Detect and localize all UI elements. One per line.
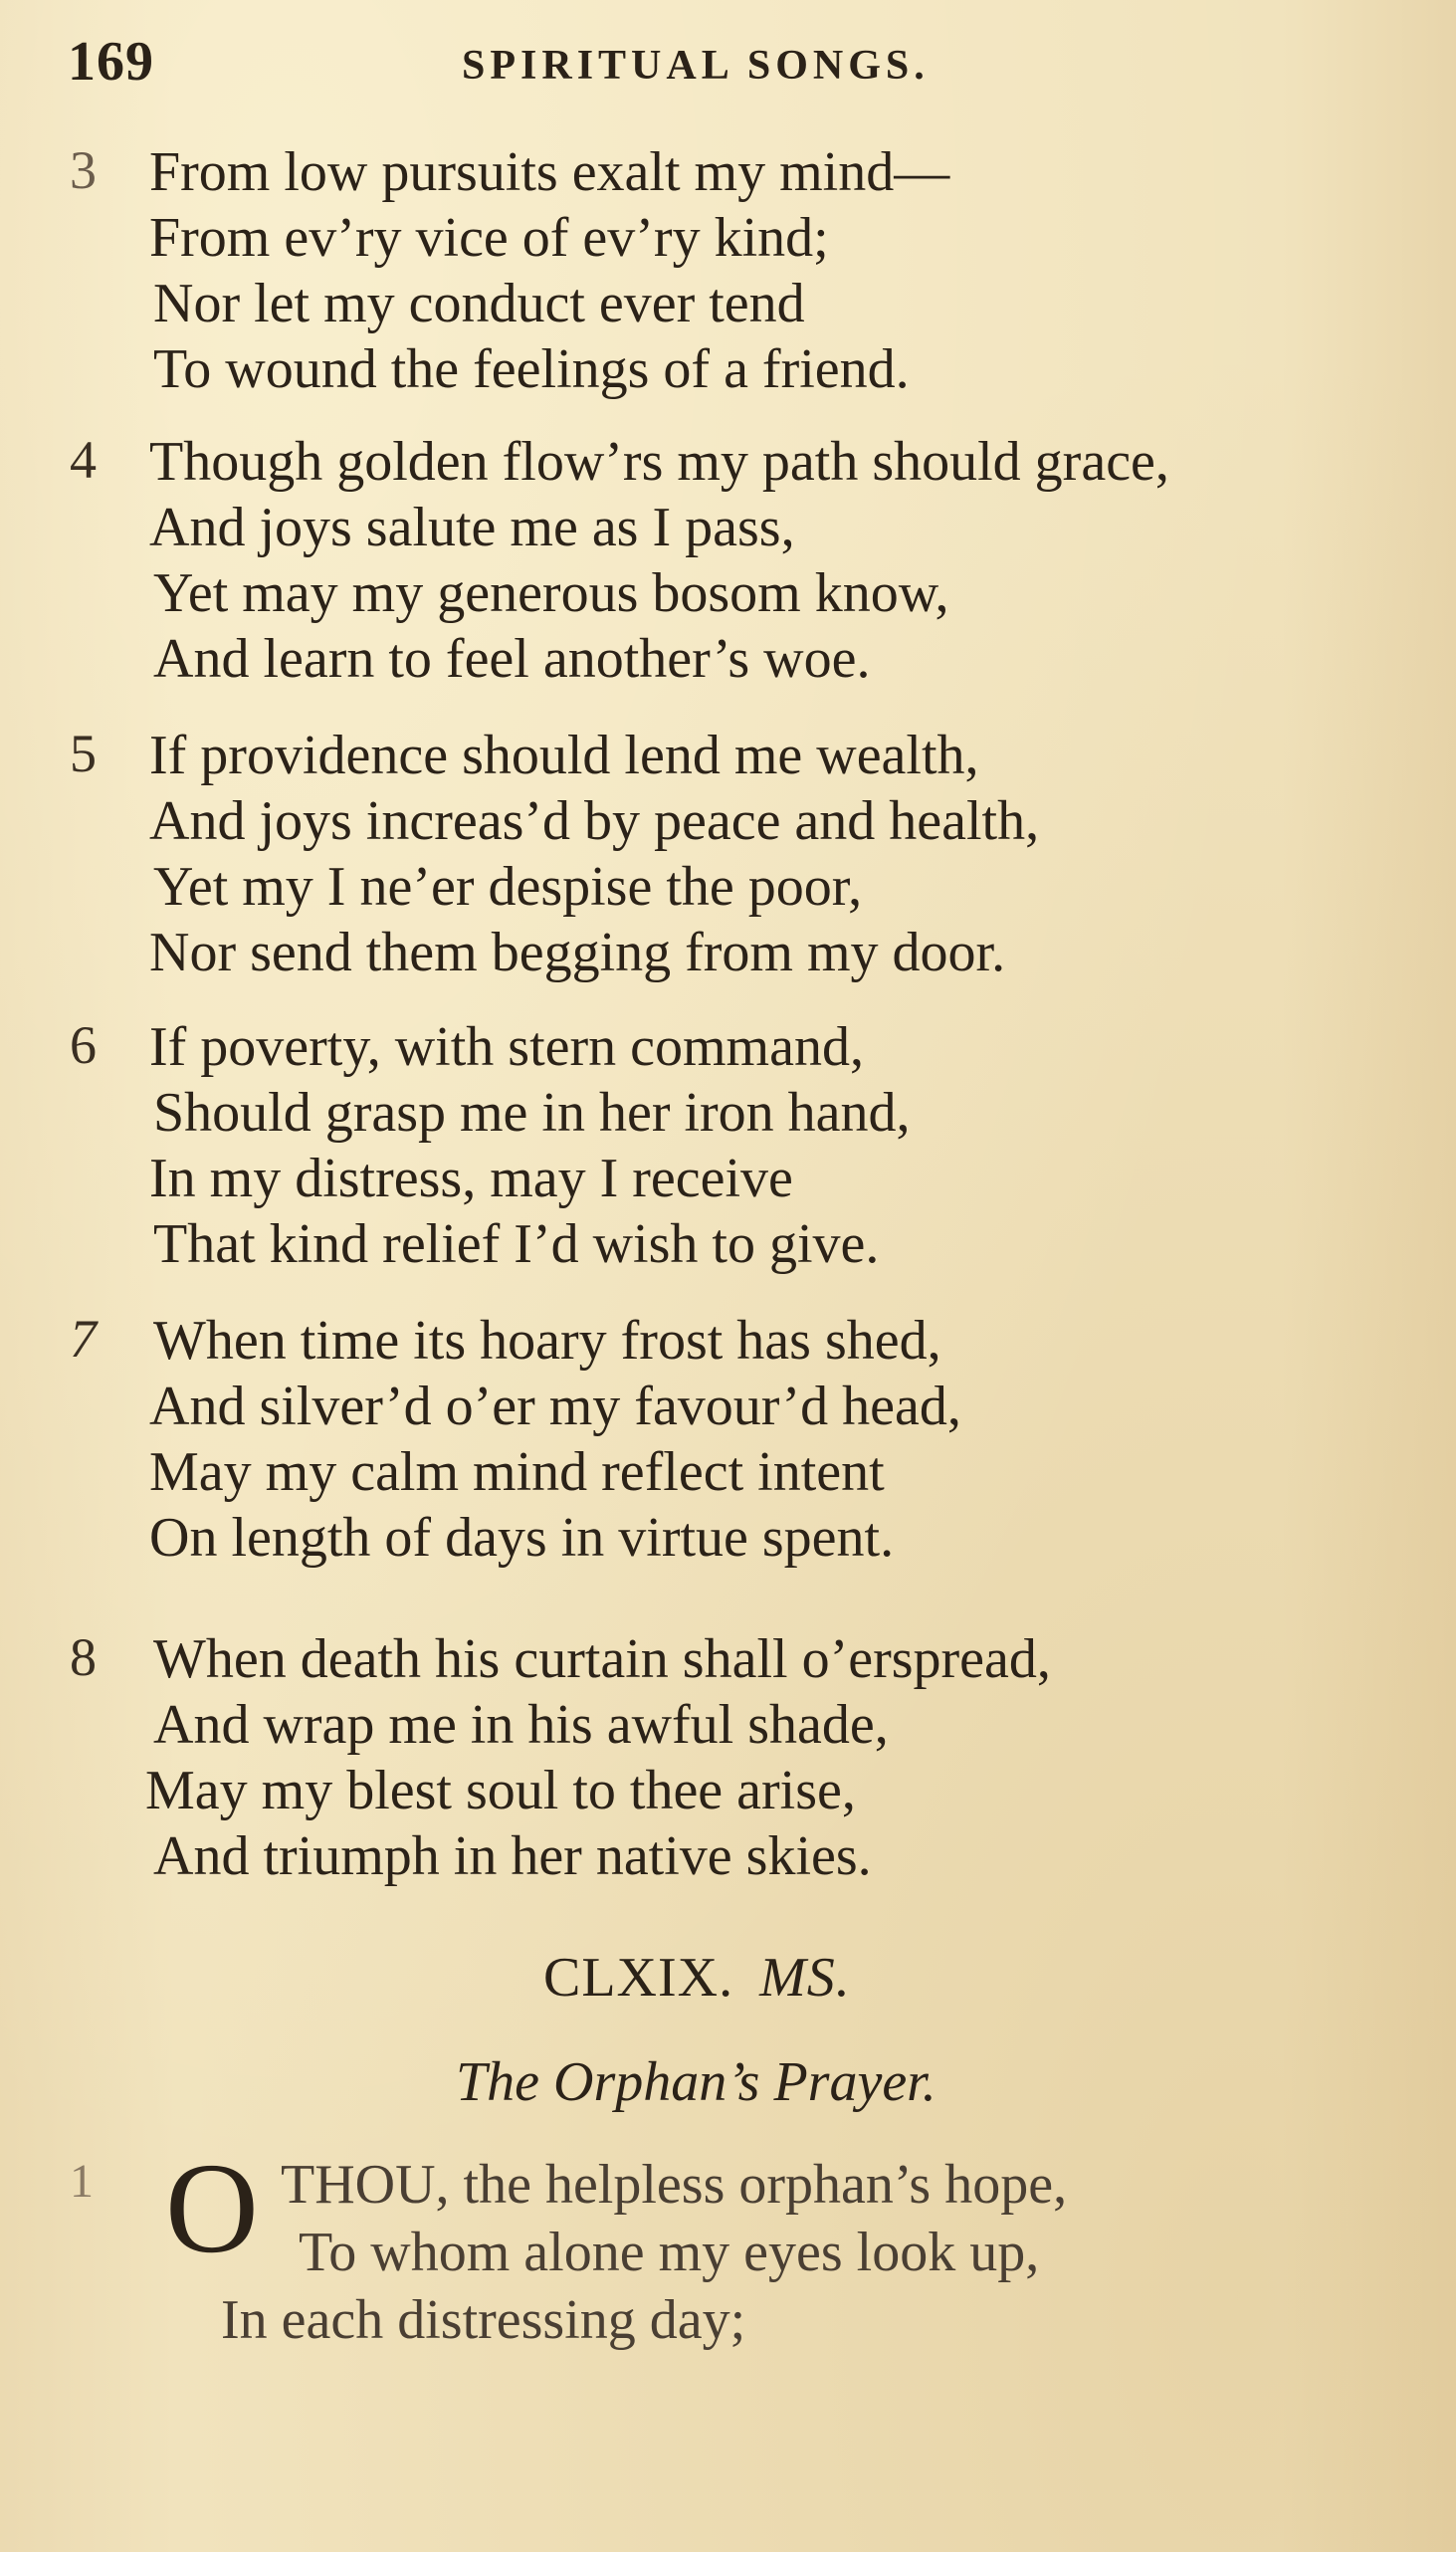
verse-line: That kind relief I’d wish to give.	[153, 1213, 880, 1275]
hymn-title: The Orphan’s Prayer.	[456, 2051, 936, 2113]
verse-line: From ev’ry vice of ev’ry kind;	[149, 207, 829, 269]
verse-line: May my calm mind reflect intent	[149, 1441, 885, 1503]
verse-line: If poverty, with stern command,	[149, 1016, 864, 1078]
hymn-number-label: CLXIX.	[543, 1947, 734, 2009]
stanza-number: 3	[70, 140, 97, 200]
verse-line: Though golden flow’rs my path should grace,	[149, 431, 1169, 493]
verse-line: Should grasp me in her iron hand,	[153, 1082, 911, 1144]
verse-line: And triumph in her native skies.	[153, 1825, 872, 1887]
running-title: SPIRITUAL SONGS.	[462, 43, 930, 89]
verse-line: And wrap me in his awful shade,	[153, 1694, 889, 1756]
verse-line: To wound the feelings of a friend.	[153, 338, 910, 400]
verse-line: In each distressing day;	[221, 2289, 746, 2351]
verse-line: When death his curtain shall o’erspread,	[153, 1628, 1051, 1690]
verse-line: And silver’d o’er my favour’d head,	[149, 1376, 961, 1437]
verse-line: In my distress, may I receive	[149, 1148, 793, 1209]
stanza	[70, 425, 1403, 694]
verse-line: On length of days in virtue spent.	[149, 1507, 895, 1569]
stanza-number: 7	[70, 1309, 97, 1369]
verse-line: Yet my I ne’er despise the poor,	[153, 856, 863, 918]
page-number: 169	[68, 31, 154, 93]
stanza	[70, 1010, 1403, 1279]
stanza	[70, 1622, 1403, 1891]
verse-line: When time its hoary frost has shed,	[153, 1310, 941, 1372]
stanza	[70, 2137, 1403, 2508]
stanza-number: 4	[70, 430, 97, 490]
verse-line: Yet may my generous bosom know,	[153, 562, 949, 624]
stanza-number: 6	[70, 1015, 97, 1075]
hymn-tune: MS.	[759, 1947, 851, 2009]
stanza-number: 5	[70, 724, 97, 783]
verse-line: To whom alone my eyes look up,	[299, 2222, 1040, 2283]
stanza-number: 1	[70, 2155, 94, 2208]
verse-line: And joys salute me as I pass,	[149, 497, 795, 558]
hymn-number	[543, 1946, 851, 2010]
verse-line: THOU, the helpless orphan’s hope,	[281, 2154, 1068, 2216]
drop-cap: O	[165, 2137, 259, 2280]
stanza	[70, 129, 1403, 398]
stanza	[70, 1304, 1403, 1573]
verse-line: If providence should lend me wealth,	[149, 725, 979, 786]
verse-line: And learn to feel another’s woe.	[153, 628, 871, 690]
stanza-number: 8	[70, 1627, 97, 1687]
page-header	[68, 30, 1361, 109]
verse-line: Nor let my conduct ever tend	[153, 273, 805, 334]
verse-line: May my blest soul to thee arise,	[145, 1760, 856, 1821]
verse-line: And joys increas’d by peace and health,	[149, 790, 1040, 852]
verse-line: Nor send them begging from my door.	[149, 922, 1006, 983]
stanza	[70, 719, 1403, 987]
verse-line: From low pursuits exalt my mind—	[149, 141, 950, 203]
